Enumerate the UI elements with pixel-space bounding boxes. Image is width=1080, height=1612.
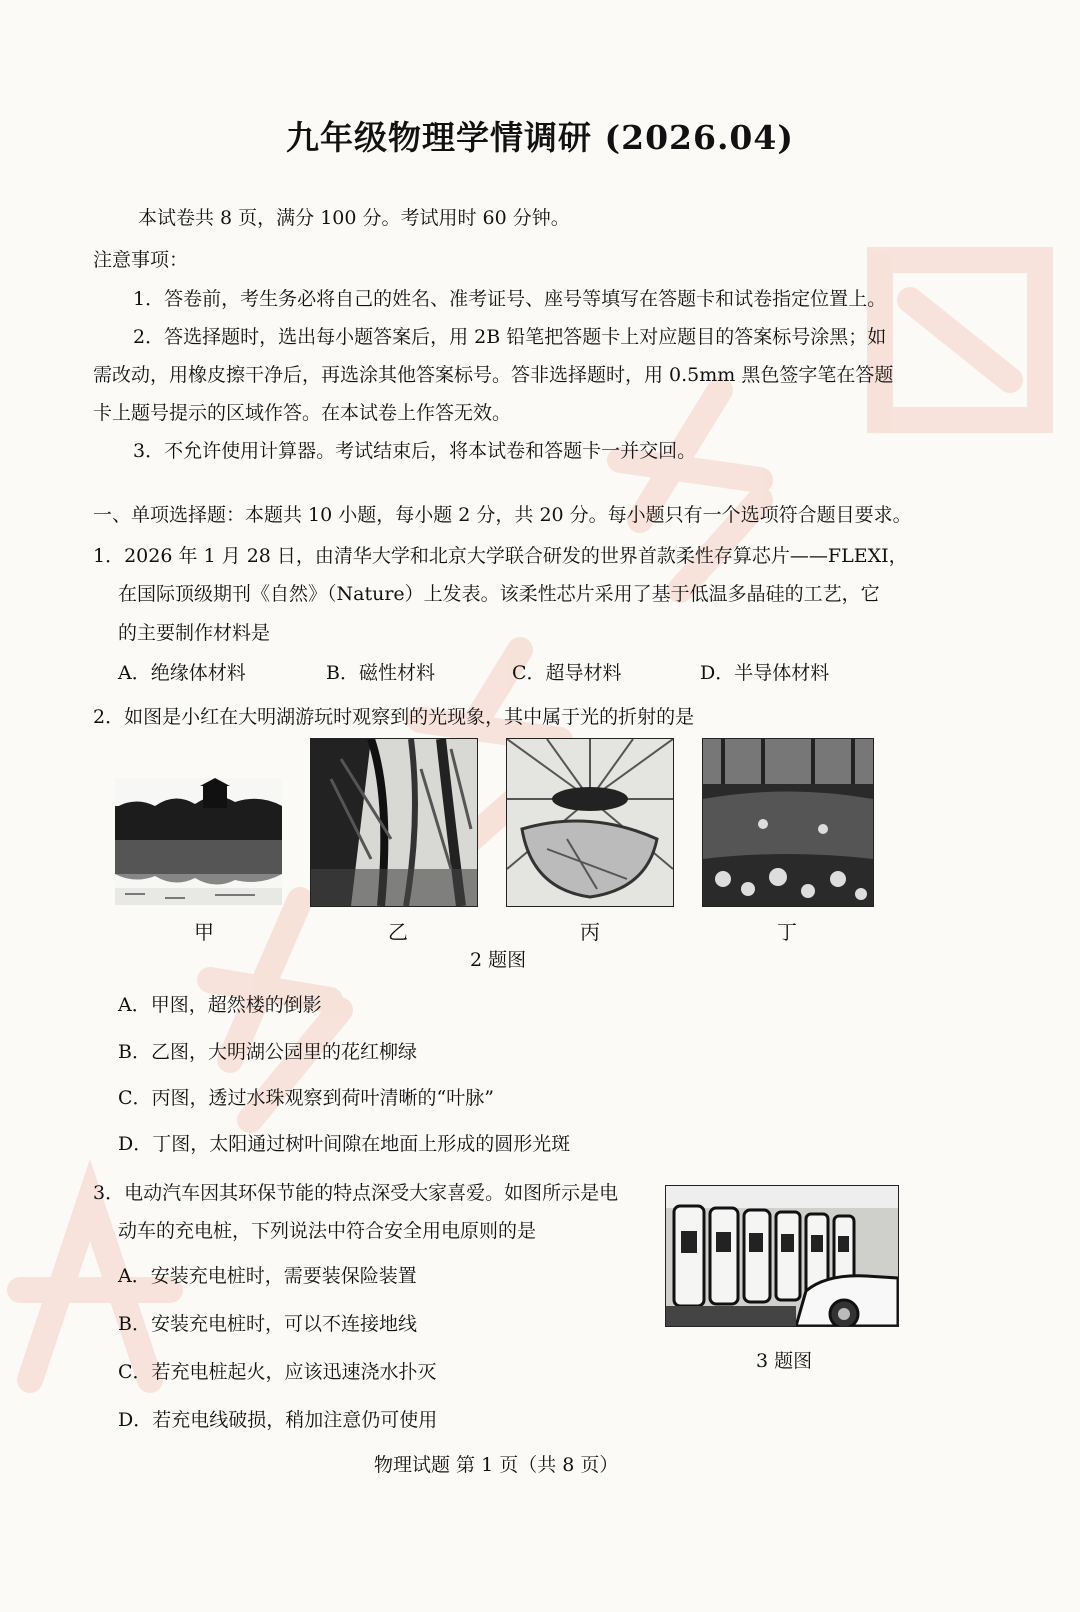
q2-figure-caption: 2 题图 [470,949,527,971]
q3-option-a: A．安装充电桩时，需要装保险装置 [118,1265,417,1287]
q2-option-d: D．丁图，太阳通过树叶间隙在地面上形成的圆形光斑 [118,1133,571,1155]
section-heading: 一、单项选择题：本题共 10 小题，每小题 2 分，共 20 分。每小题只有一个选项符合题目要求。 [93,504,912,526]
q1-option-b: B．磁性材料 [326,662,435,684]
q2-label-ding: 丁 [777,920,797,944]
q1-stem-line-3: 的主要制作材料是 [118,622,271,644]
q3-option-c: C．若充电桩起火，应该迅速浇水扑灭 [118,1361,437,1383]
note-item-2-line-1: 2．答选择题时，选出每小题答案后，用 2B 铅笔把答题卡上对应题目的答案标号涂黑；如 [133,326,887,348]
q2-option-a: A．甲图，超然楼的倒影 [118,994,322,1016]
light-spots-image [703,739,873,906]
q1-stem-line-2: 在国际顶级期刊《自然》（Nature）上发表。该柔性芯片采用了基于低温多晶硅的工艺，它 [118,583,880,605]
q1-option-c: C．超导材料 [512,662,622,684]
page-title: 九年级物理学情调研 (2026.04) [286,118,794,157]
pavilion-reflection-image [115,778,282,905]
q1-stem-line-1: 1．2026 年 1 月 28 日，由清华大学和北京大学联合研发的世界首款柔性存算芯片——FLEXI， [93,545,908,567]
note-item-2-line-2: 需改动，用橡皮擦干净后，再选涂其他答案标号。答非选择题时，用 0.5mm 黑色签字笔在答题 [93,364,894,386]
q2-option-b: B．乙图，大明湖公园里的花红柳绿 [118,1041,417,1063]
q2-label-bing: 丙 [580,920,600,944]
q2-label-jia: 甲 [194,920,214,944]
q2-figure-ding [702,738,874,907]
page-footer: 物理试题 第 1 页（共 8 页） [374,1454,619,1476]
q3-stem-line-2: 动车的充电桩，下列说法中符合安全用电原则的是 [118,1220,537,1242]
q3-option-d: D．若充电线破损，稍加注意仍可使用 [118,1409,438,1431]
lotus-droplet-image [507,739,673,906]
q2-option-c: C．丙图，透过水珠观察到荷叶清晰的“叶脉” [118,1087,494,1109]
q2-stem: 2．如图是小红在大明湖游玩时观察到的光现象，其中属于光的折射的是 [93,706,695,728]
q2-figure-yi [310,738,478,907]
q3-figure [665,1185,899,1327]
note-item-1: 1．答卷前，考生务必将自己的姓名、准考证号、座号等填写在答题卡和试卷指定位置上。 [133,288,887,310]
q1-option-a: A．绝缘体材料 [118,662,246,684]
q3-figure-caption: 3 题图 [756,1350,813,1372]
q3-stem-line-1: 3．电动汽车因其环保节能的特点深受大家喜爱。如图所示是电 [93,1182,619,1204]
q2-figure-jia [115,778,282,905]
note-item-3: 3．不允许使用计算器。考试结束后，将本试卷和答题卡一并交回。 [133,440,697,462]
q3-option-b: B．安装充电桩时，可以不连接地线 [118,1313,417,1335]
note-item-2-line-3: 卡上题号提示的区域作答。在本试卷上作答无效。 [93,402,512,424]
q1-option-d: D．半导体材料 [700,662,830,684]
q2-figure-bing [506,738,674,907]
intro-text: 本试卷共 8 页，满分 100 分。考试用时 60 分钟。 [138,207,570,229]
willow-park-image [311,739,477,906]
q2-label-yi: 乙 [388,920,408,944]
notes-heading: 注意事项： [93,249,189,271]
charging-station-image [666,1186,898,1326]
